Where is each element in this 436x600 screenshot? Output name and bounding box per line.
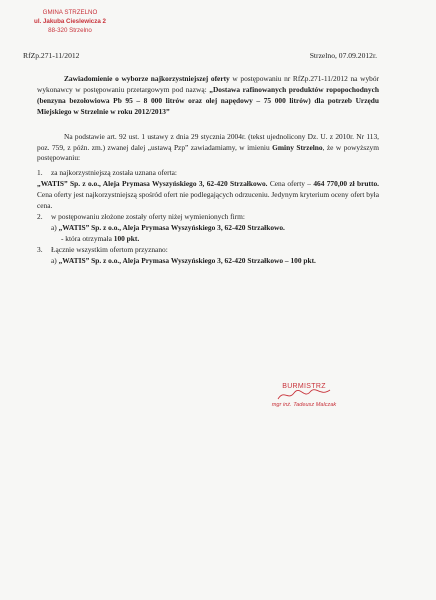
stamp-line-2: ul. Jakuba Cieslewicza 2: [34, 18, 106, 25]
intro-bold-2: „Dostawa rafinowanych produktów ropopochodnych (benzyna bezołowiowa Pb 95 – 8 000 litrów oraz olej napędowy – 75 000 litrów) dla potrzeb Urzędu Miejskiego w Strzelnie w roku 2012/2013”: [37, 84, 379, 116]
handwritten-signature-icon: [274, 387, 334, 403]
basis-paragraph: [37, 132, 379, 165]
item-number: 2.: [37, 211, 43, 221]
item-text: Łącznie wszystkim ofertom przyznano:: [51, 244, 168, 254]
item-detail: [37, 256, 379, 267]
item-detail-bold-2: 464 770,00 zł brutto.: [313, 179, 379, 189]
basis-text-2: , że w powyższym postępowaniu:: [37, 142, 379, 163]
document-date: Strzelno, 07.09.2012r.: [309, 51, 377, 60]
item-points-prefix: - która otrzymała: [61, 233, 114, 243]
list-item: [37, 168, 379, 212]
item-detail: [37, 179, 379, 212]
intro-text-1: w postępowaniu nr RfZp.271-11/2012 na wybór wykonawcy w postępowaniu przetargowym pod nazwą:: [37, 74, 379, 94]
findings-list: [37, 168, 379, 266]
list-item: [37, 212, 379, 245]
stamp-line-1: GMINA STRZELNO: [42, 9, 98, 16]
item-number: 3.: [37, 244, 43, 254]
item-detail-prefix: a): [51, 222, 59, 232]
document-body: [37, 74, 379, 267]
item-points: [37, 234, 379, 245]
intro-bold-1: Zawiadomienie o wyborze najkorzystniejszej oferty: [64, 74, 230, 83]
basis-text-1: Na podstawie art. 92 ust. 1 ustawy z dnia 29 stycznia 2004r. (tekst ujednolicony Dz. U. z 2010r. Nr 113, poz. 759, z późn. zm.) zwanej dalej „ustawą Pzp” zawiadamiamy, w imieniu: [37, 131, 379, 152]
list-item: [37, 245, 379, 267]
item-number: 1.: [37, 168, 43, 178]
intro-paragraph: [37, 74, 379, 118]
item-detail-prefix: a): [51, 255, 59, 265]
item-text: za najkorzystniejszą została uznana oferta:: [51, 168, 177, 178]
item-detail-bold-1: „WATIS” Sp. z o.o., Aleja Prymasa Wyszyńskiego 3, 62-420 Strzałkowo.: [58, 222, 285, 232]
item-detail: [37, 223, 379, 234]
item-points-bold: 100 pkt.: [113, 233, 140, 243]
reference-number: RfZp.271-11/2012: [23, 51, 80, 60]
item-detail-text-2: Cena oferty jest najkorzystniejszą spośród ofert nie podlegających odrzuceniu. Jedynym kryterium oceny ofert była cena.: [37, 190, 379, 211]
item-text: w postępowaniu złożone zostały oferty niżej wymienionych firm:: [51, 211, 245, 221]
item-detail-text-1: Cena oferty –: [267, 179, 314, 189]
mayor-signature-block: [256, 383, 352, 408]
item-detail-bold-1: „WATIS” Sp. z o.o., Aleja Prymasa Wyszyńskiego 3, 62-420 Strzałkowo.: [37, 179, 268, 189]
municipality-stamp: [30, 8, 110, 35]
signature-title: BURMISTRZ: [282, 383, 326, 390]
basis-bold: Gminy Strzelno: [272, 142, 323, 152]
item-detail-bold-1: „WATIS” Sp. z o.o., Aleja Prymasa Wyszyńskiego 3, 62-420 Strzałkowo – 100 pkt.: [58, 255, 316, 265]
signature-name: mgr inż. Tadeusz Malczak: [271, 402, 337, 408]
stamp-line-3: 88-320 Strzelno: [48, 27, 92, 34]
